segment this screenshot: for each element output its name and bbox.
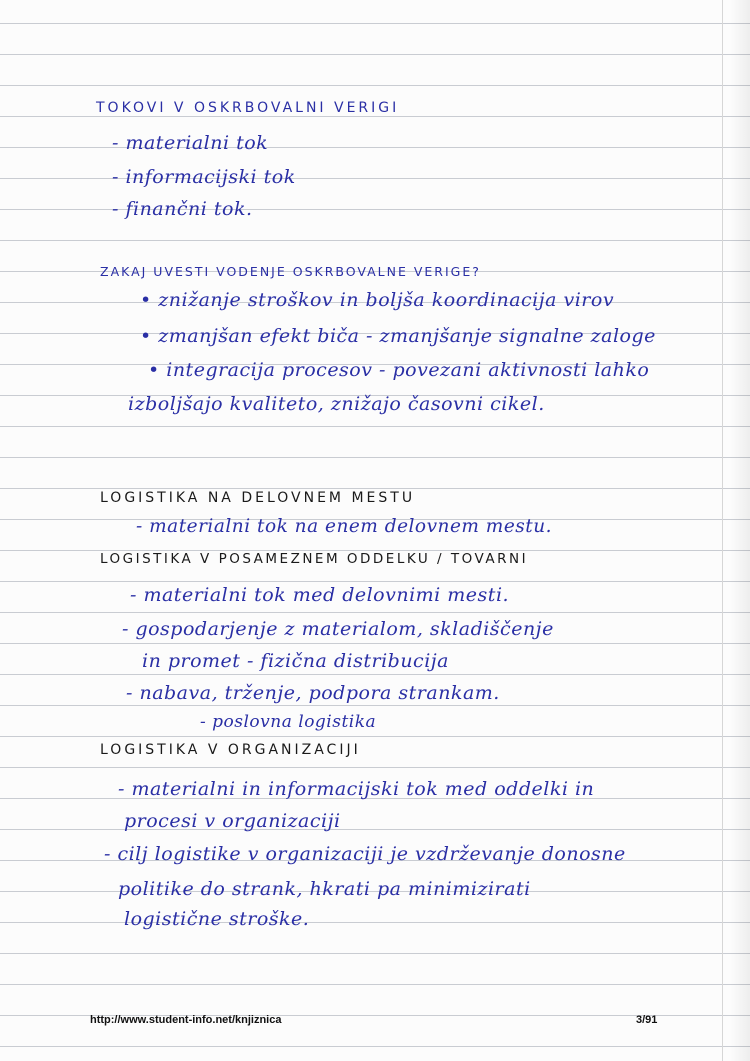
section-heading-department-logistics: LOGISTIKA V POSAMEZNEM ODDELKU / TOVARNI bbox=[100, 551, 529, 567]
section-heading-organization-logistics: LOGISTIKA V ORGANIZACIJI bbox=[100, 742, 361, 758]
list-item: • integracija procesov - povezani aktivnosti lahko bbox=[148, 359, 650, 381]
list-item: - finančni tok. bbox=[112, 198, 253, 220]
list-item: • znižanje stroškov in boljša koordinacija virov bbox=[140, 289, 615, 311]
footer-url: http://www.student-info.net/knjiznica bbox=[90, 1014, 282, 1026]
list-item-continuation: izboljšajo kvaliteto, znižajo časovni cikel. bbox=[128, 393, 545, 415]
page-number: 3/91 bbox=[636, 1014, 658, 1026]
list-item: - materialni in informacijski tok med oddelki in bbox=[118, 778, 595, 800]
list-item: - materialni tok bbox=[112, 132, 269, 154]
section-heading-supply-chain-flows: TOKOVI V OSKRBOVALNI VERIGI bbox=[96, 100, 400, 116]
section-heading-workplace-logistics: LOGISTIKA NA DELOVNEM MESTU bbox=[100, 490, 416, 506]
list-item: - informacijski tok bbox=[112, 166, 296, 188]
list-item: - poslovna logistika bbox=[200, 712, 377, 732]
section-heading-why-scm: ZAKAJ UVESTI VODENJE OSKRBOVALNE VERIGE? bbox=[100, 264, 481, 279]
list-item-continuation: logistične stroške. bbox=[124, 908, 310, 930]
list-item: - materialni tok na enem delovnem mestu. bbox=[136, 516, 553, 537]
margin-line bbox=[722, 0, 723, 1061]
list-item: • zmanjšan efekt biča - zmanjšanje signalne zaloge bbox=[140, 325, 656, 347]
list-item-continuation: politike do strank, hkrati pa minimizirati bbox=[118, 878, 531, 900]
list-item-continuation: procesi v organizaciji bbox=[124, 810, 341, 832]
list-item: - cilj logistike v organizaciji je vzdrževanje donosne bbox=[104, 843, 626, 865]
page-edge-shadow bbox=[730, 0, 750, 1061]
list-item: - nabava, trženje, podpora strankam. bbox=[126, 682, 500, 704]
list-item: - gospodarjenje z materialom, skladiščenje bbox=[122, 618, 554, 640]
list-item-continuation: in promet - fizična distribucija bbox=[142, 650, 449, 672]
list-item: - materialni tok med delovnimi mesti. bbox=[130, 584, 510, 606]
